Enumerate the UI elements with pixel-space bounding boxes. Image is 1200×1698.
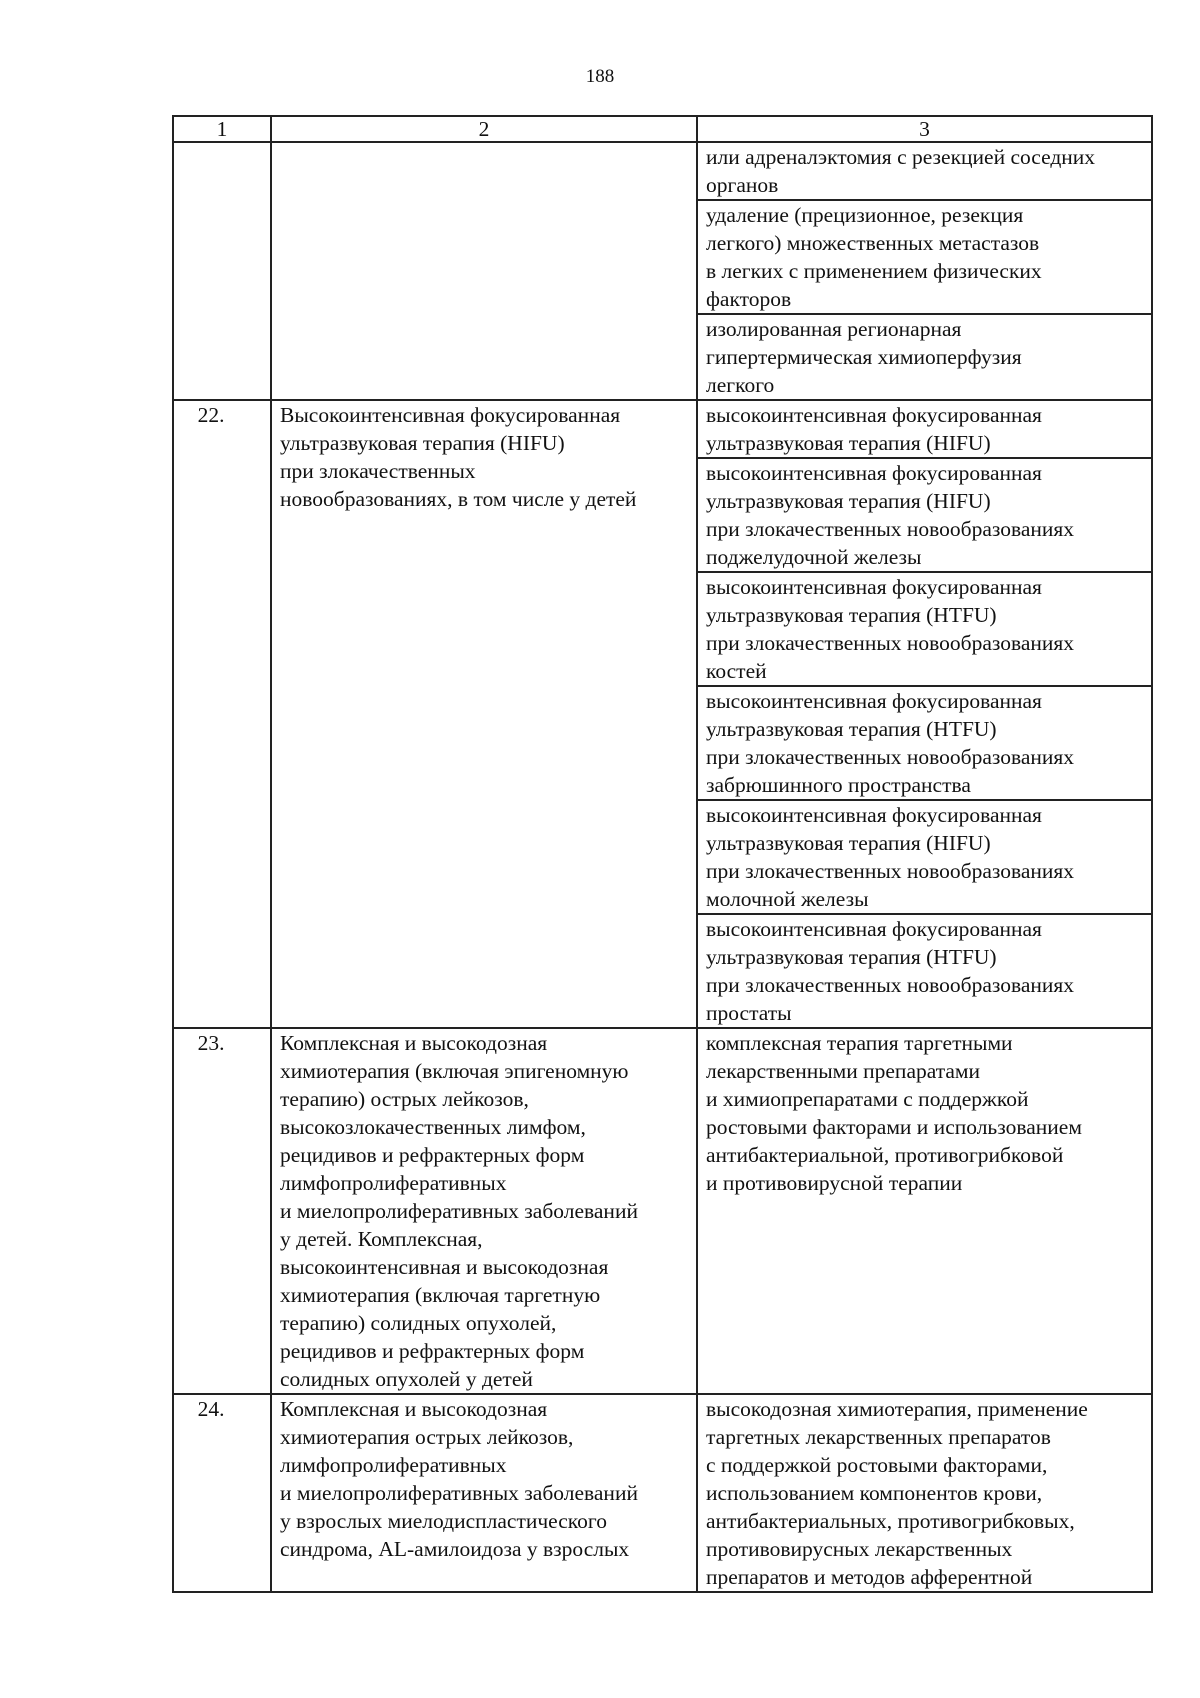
method-cell: высокоинтенсивная фокусированная ультразвуковая терапия (HTFU) при злокачественных новообразованиях простаты <box>697 914 1152 1028</box>
name-cell <box>271 142 697 400</box>
method-cell: высокоинтенсивная фокусированная ультразвуковая терапия (HIFU) при злокачественных новообразованиях поджелудочной железы <box>697 458 1152 572</box>
row-number: 24. <box>173 1394 271 1592</box>
header-col-3: 3 <box>697 116 1152 142</box>
procedures-table <box>172 115 1153 1593</box>
row-name: Комплексная и высокодозная химиотерапия (включая эпигеномную терапию) острых лейкозов, высокозлокачественных лимфом, рецидивов и рефрактерных форм лимфопролиферативных и миелопролиферативных заболеваний у детей. Комплексная, высокоинтенсивная и высокодозная химиотерапия (включая таргетную терапию) солидных опухолей, рецидивов и рефрактерных форм солидных опухолей у детей <box>271 1028 697 1394</box>
row-name: Высокоинтенсивная фокусированная ультразвуковая терапия (HIFU) при злокачественных новообразованиях, в том числе у детей <box>271 400 697 1028</box>
row-number: 23. <box>173 1028 271 1394</box>
method-cell: или адреналэктомия с резекцией соседних органов <box>697 142 1152 200</box>
method-cell: комплексная терапия таргетными лекарственными препаратами и химиопрепаратами с поддержкой ростовыми факторами и использованием антибактериальной, противогрибковой и противовирусной терапии <box>697 1028 1152 1394</box>
header-col-1: 1 <box>173 116 271 142</box>
method-cell: высокоинтенсивная фокусированная ультразвуковая терапия (HIFU) при злокачественных новообразованиях молочной железы <box>697 800 1152 914</box>
page-number: 188 <box>585 66 615 87</box>
header-col-2: 2 <box>271 116 697 142</box>
table-header-row <box>173 116 1152 142</box>
method-cell: высокоинтенсивная фокусированная ультразвуковая терапия (HIFU) <box>697 400 1152 458</box>
table-row <box>173 1394 1152 1592</box>
row-number: 22. <box>173 400 271 1028</box>
row-name: Комплексная и высокодозная химиотерапия острых лейкозов, лимфопролиферативных и миелопролиферативных заболеваний у взрослых миелодиспластического синдрома, AL-амилоидоза у взрослых <box>271 1394 697 1592</box>
method-cell: высокоинтенсивная фокусированная ультразвуковая терапия (HTFU) при злокачественных новообразованиях костей <box>697 572 1152 686</box>
table-row <box>173 1028 1152 1394</box>
method-cell: высокоинтенсивная фокусированная ультразвуковая терапия (HTFU) при злокачественных новообразованиях забрюшинного пространства <box>697 686 1152 800</box>
method-cell: изолированная регионарная гипертермическая химиоперфузия легкого <box>697 314 1152 400</box>
table-row <box>173 400 1152 458</box>
method-cell: высокодозная химиотерапия, применение таргетных лекарственных препаратов с поддержкой ростовыми факторами, использованием компонентов крови, антибактериальных, противогрибковых, противовирусных лекарственных препаратов и методов афферентной <box>697 1394 1152 1592</box>
table-row <box>173 142 1152 200</box>
method-cell: удаление (прецизионное, резекция легкого) множественных метастазов в легких с применением физических факторов <box>697 200 1152 314</box>
number-cell <box>173 142 271 400</box>
